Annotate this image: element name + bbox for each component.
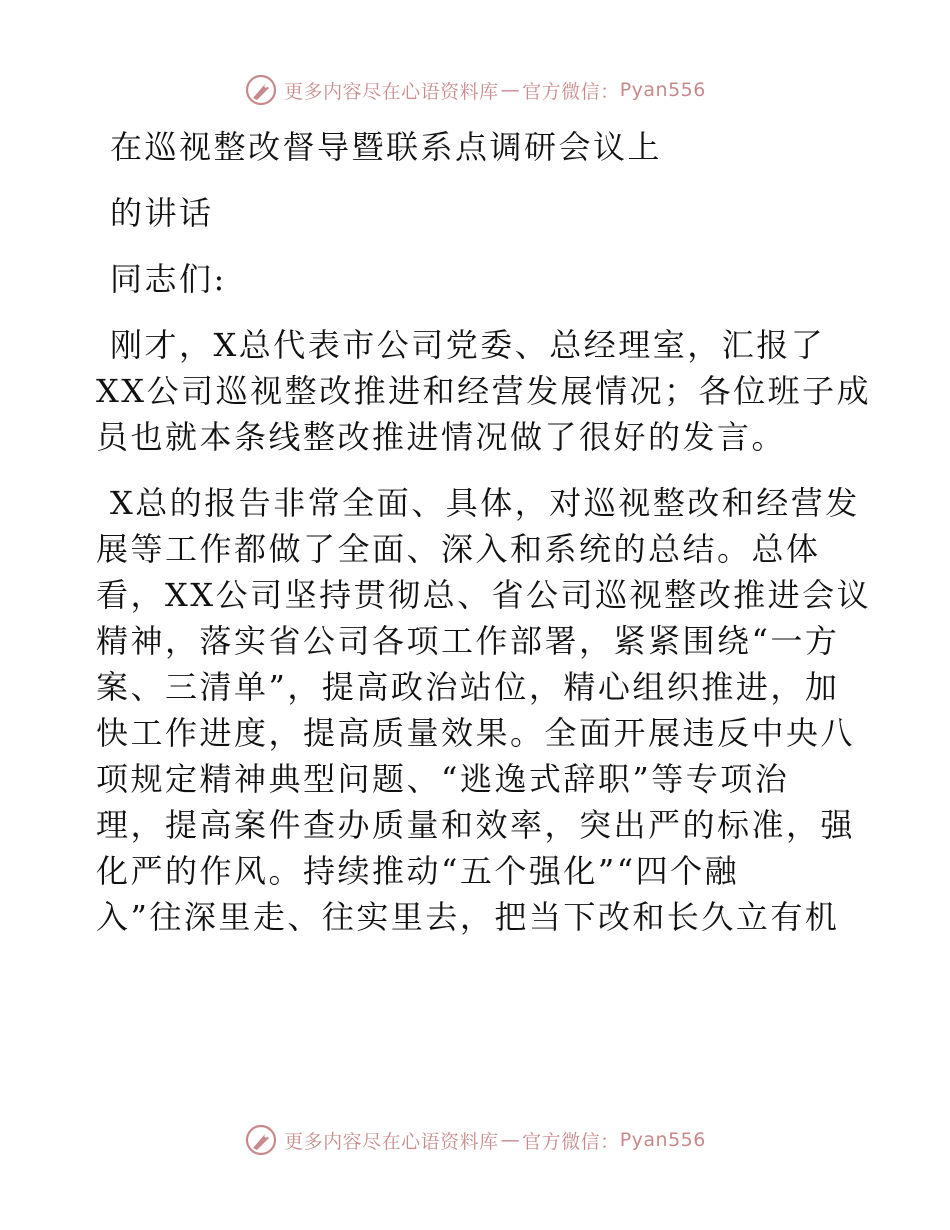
document-body xyxy=(96,124,872,940)
doc-paragraph-line: 理，提高案件查办质量和效率，突出严的标准，强 xyxy=(96,806,856,844)
watermark-contact-id: Pyan556 xyxy=(619,1129,706,1151)
watermark-footer xyxy=(0,1120,950,1160)
doc-paragraph-line: 案、三清单”，提高政治站位，精心组织推进，加 xyxy=(96,668,840,706)
watermark-brand: 更多内容尽在心语资料库 xyxy=(284,1130,499,1153)
watermark-contact-label: 官方微信： xyxy=(522,80,620,103)
doc-paragraph-line: 化严的作风。持续推动“五个强化”“四个融 xyxy=(96,852,740,890)
watermark-contact-id: Pyan556 xyxy=(619,79,706,101)
watermark-contact-label: 官方微信： xyxy=(522,1130,620,1153)
doc-paragraph-line: 项规定精神典型问题、“逃逸式辞职”等专项治 xyxy=(96,760,790,798)
watermark-brand: 更多内容尽在心语资料库 xyxy=(284,80,499,103)
doc-title-line: 的讲话 xyxy=(110,194,214,232)
doc-salutation: 同志们: xyxy=(110,260,227,298)
doc-paragraph-line: 快工作进度，提高质量效果。全面开展违反中央八 xyxy=(96,714,856,752)
doc-paragraph-line: 精神，落实省公司各项工作部署，紧紧围绕“一方 xyxy=(96,622,840,660)
doc-paragraph-line: 入”往深里走、往实里去，把当下改和长久立有机 xyxy=(96,898,840,936)
doc-paragraph-line: 展等工作都做了全面、深入和系统的总结。总体 xyxy=(96,530,821,568)
doc-paragraph xyxy=(96,480,872,940)
doc-paragraph xyxy=(96,322,872,460)
watermark-header xyxy=(0,70,950,110)
doc-title-line: 在巡视整改督导暨联系点调研会议上 xyxy=(110,128,663,166)
doc-paragraph-line: XX公司巡视整改推进和经营发展情况；各位班子成 xyxy=(96,372,872,410)
watermark-separator: — xyxy=(500,79,521,101)
pen-nib-circle-icon xyxy=(244,73,278,107)
doc-paragraph-line: 看，XX公司坚持贯彻总、省公司巡视整改推进会议 xyxy=(96,576,872,614)
watermark-separator: — xyxy=(500,1129,521,1151)
pen-nib-circle-icon xyxy=(244,1123,278,1157)
doc-paragraph-line: 员也就本条线整改推进情况做了很好的发言。 xyxy=(96,418,787,456)
doc-paragraph-line: 刚才，X总代表市公司党委、总经理室，汇报了 xyxy=(110,326,826,364)
doc-paragraph-line: X总的报告非常全面、具体，对巡视整改和经营发 xyxy=(110,484,860,522)
